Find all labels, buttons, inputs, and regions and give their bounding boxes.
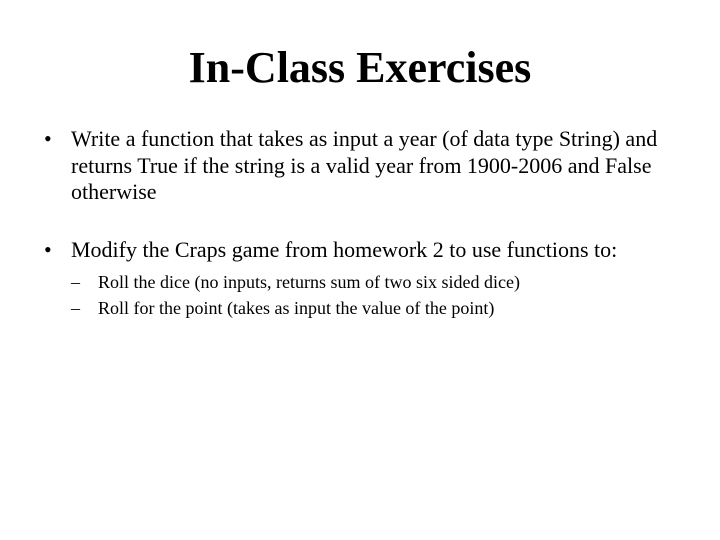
sub-bullet-text: Roll the dice (no inputs, returns sum of two six sided dice) (98, 272, 520, 292)
bullet-text: Modify the Craps game from homework 2 to use functions to: (71, 236, 618, 262)
sub-bullet-marker: – (71, 272, 80, 292)
bullet-item-craps-functions (44, 237, 694, 322)
bullet-item-year-function (44, 126, 694, 206)
bullet-list (44, 126, 694, 352)
bullet-marker: • (44, 126, 52, 151)
sub-bullet-roll-point (71, 295, 694, 321)
sub-bullet-roll-dice (71, 269, 694, 295)
bullet-marker: • (44, 236, 52, 262)
bullet-text: Write a function that takes as input a year (of data type String) and returns True if the string is a valid year from 1900-2006 and False otherwise (71, 126, 658, 204)
slide-title: In-Class Exercises (188, 43, 532, 92)
sub-bullet-marker: – (71, 298, 80, 318)
sub-bullet-list (71, 269, 694, 321)
sub-bullet-text: Roll for the point (takes as input the value of the point) (98, 298, 495, 318)
